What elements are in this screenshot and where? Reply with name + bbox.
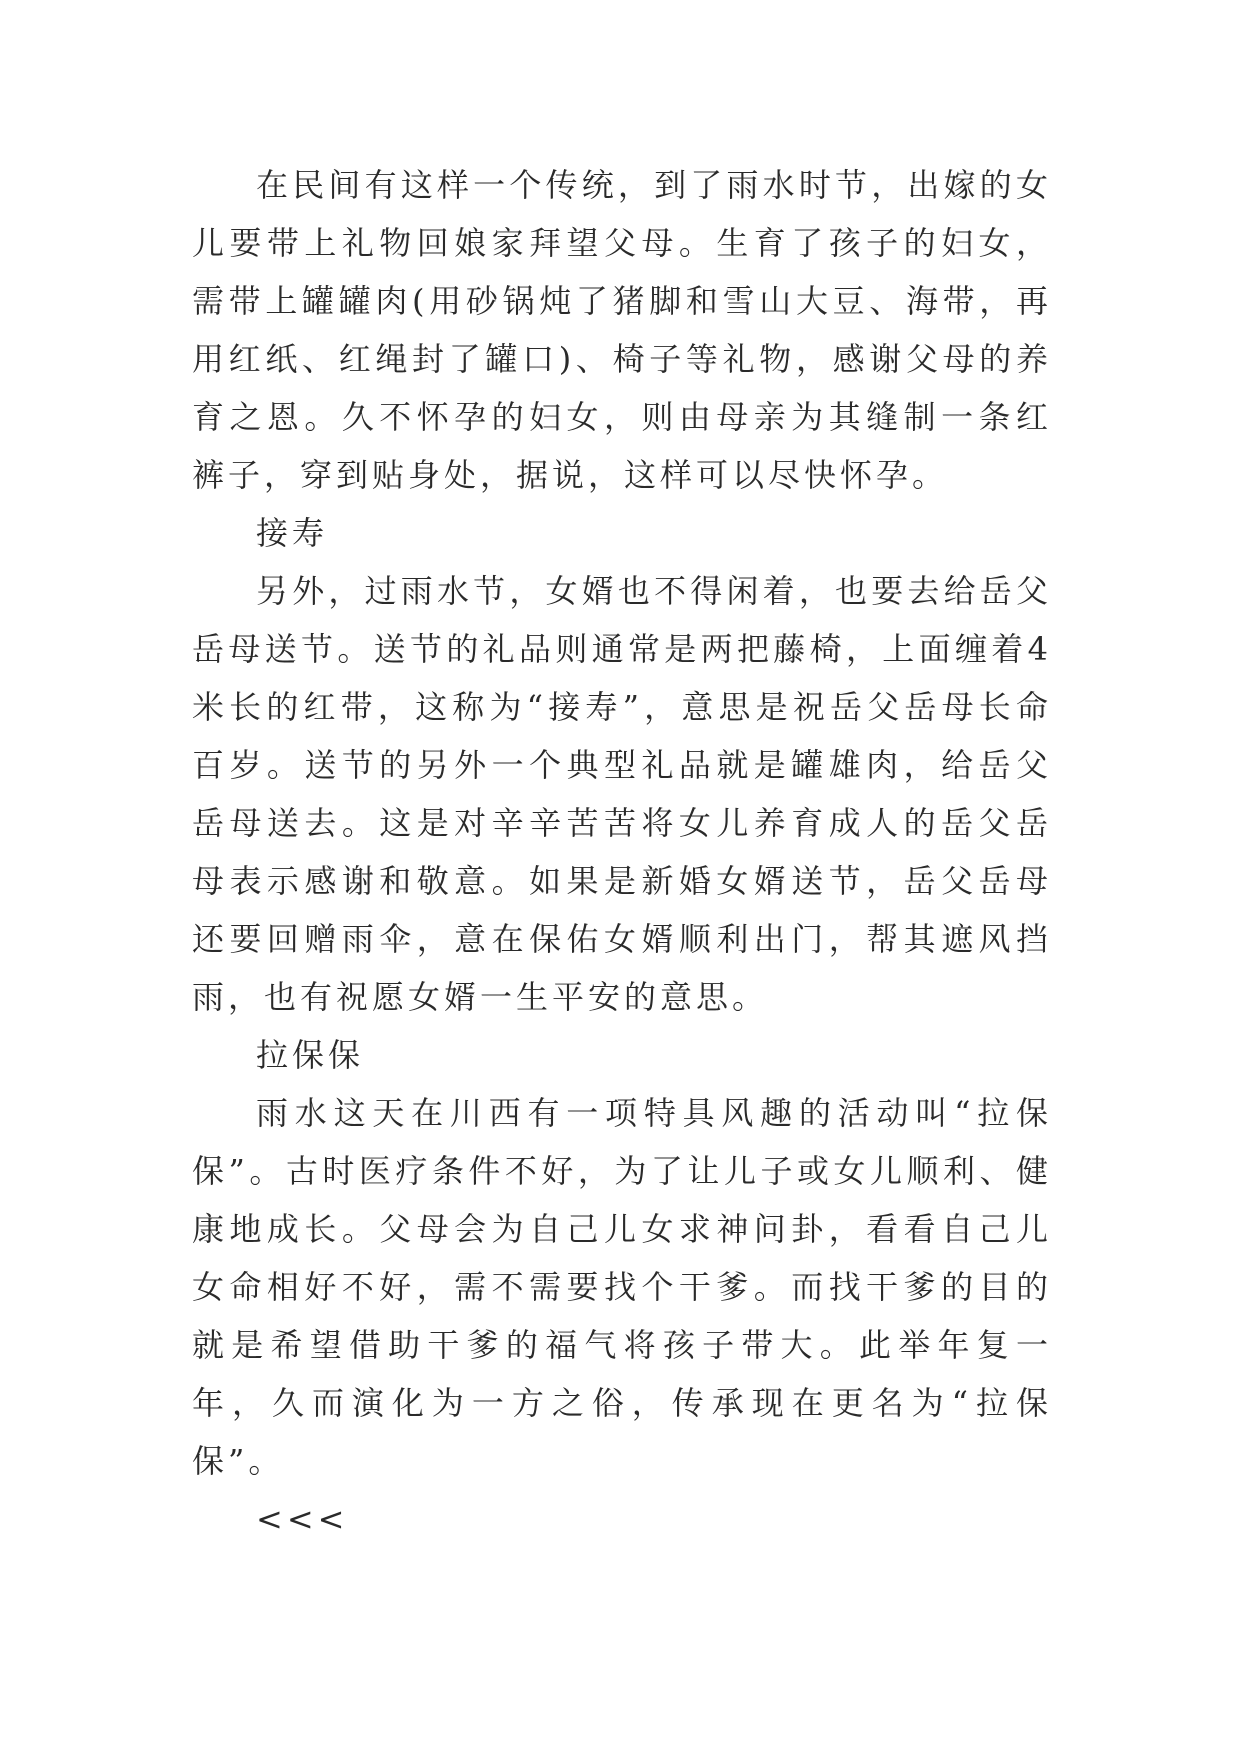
section-heading-jieshou: 接寿 xyxy=(256,514,329,552)
paragraph-jieshou: 另外，过雨水节，女婿也不得闲着，也要去给岳父岳母送节。送节的礼品则通常是两把藤椅，上面缠着4米长的红带，这称为“接寿”，意思是祝岳父岳母长命百岁。送节的另外一个典型礼品就是罐雄肉，给岳父岳母送去。这是对辛辛苦苦将女儿养育成人的岳父岳母表示感谢和敬意。如果是新婚女婿送节，岳父岳母还要回赠雨伞，意在保佑女婿顺利出门，帮其遮风挡雨，也有祝愿女婿一生平安的意思。 xyxy=(192,572,1052,1016)
section-heading-labaobao: 拉保保 xyxy=(256,1036,365,1074)
document-body xyxy=(192,156,1052,1548)
paragraph-labaobao: 雨水这天在川西有一项特具风趣的活动叫“拉保保”。古时医疗条件不好，为了让儿子或女儿顺利、健康地成长。父母会为自己儿女求神问卦，看看自己儿女命相好不好，需不需要找个干爹。而找干爹的目的就是希望借助干爹的福气将孩子带大。此举年复一年，久而演化为一方之俗，传承现在更名为“拉保保”。 xyxy=(192,1094,1052,1480)
paragraph-rain-festival-tradition: 在民间有这样一个传统，到了雨水时节，出嫁的女儿要带上礼物回娘家拜望父母。生育了孩子的妇女，需带上罐罐肉(用砂锅炖了猪脚和雪山大豆、海带，再用红纸、红绳封了罐口)、椅子等礼物，感谢父母的养育之恩。久不怀孕的妇女，则由母亲为其缝制一条红裤子，穿到贴身处，据说，这样可以尽快怀孕。 xyxy=(192,166,1052,494)
back-marker: <<< xyxy=(256,1500,349,1538)
